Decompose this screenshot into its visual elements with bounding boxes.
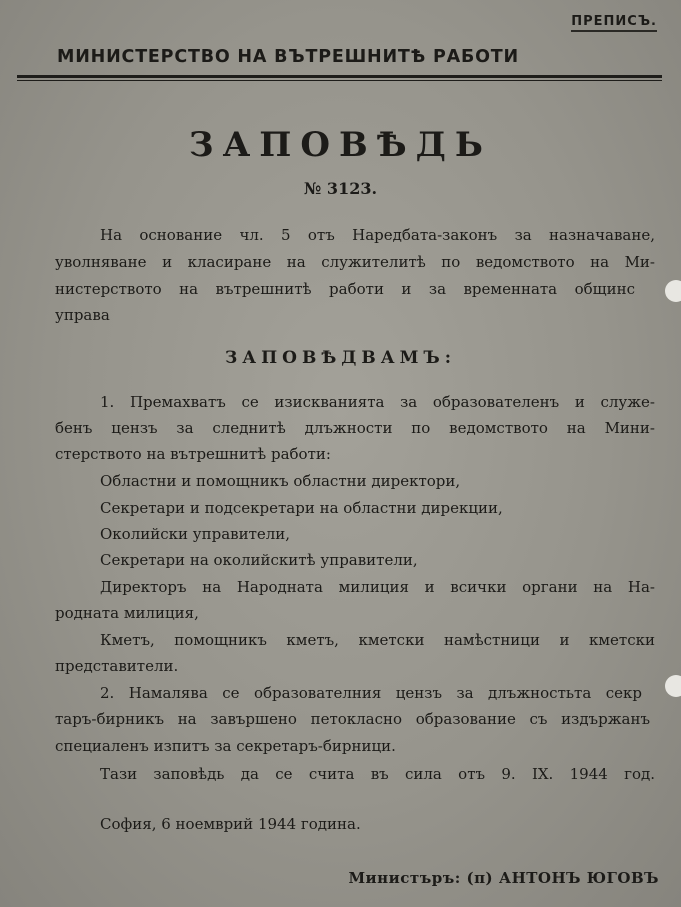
ministry-header: МИНИСТЕРСТВО НА ВЪТРЕШНИТѢ РАБОТИ [57,47,519,67]
copy-mark: ПРЕПИСЪ. [571,14,657,32]
effective-date-line: Тази заповѣдь да се счита въ сила отъ 9. IX. 1944 год. [100,765,655,783]
position-line: Кметъ, помощникъ кметъ, кметски намѣстници и кметски [100,631,655,649]
preamble-line: нистерството на вътрешнитѣ работи и за временната общинс [55,280,635,298]
signature-line: Министъръ: (п) АНТОНЪ ЮГОВЪ [348,869,659,887]
item2-line: таръ-бирникъ на завършено петокласно образование съ издържанъ [55,710,650,728]
position-line: родната милиция, [55,604,199,622]
item1-line: бенъ цензъ за следнитѣ длъжности по ведомството на Мини- [55,419,655,437]
order-heading: ЗАПОВѢДВАМЪ: [225,348,456,368]
document-number: № 3123. [303,179,378,198]
header-rule-thick [17,75,662,78]
position-line: Околийски управители, [100,525,291,543]
position-line: Секретари на околийскитѣ управители, [100,551,418,569]
punch-hole [665,675,681,697]
position-line: представители. [55,657,179,675]
position-line: Директоръ на Народната милиция и всички органи на На- [100,578,655,596]
issue-date: София, 6 ноемврий 1944 година. [100,815,361,833]
position-line: Областни и помощникъ областни директори, [100,472,461,490]
punch-hole [665,280,681,302]
document-title: ЗАПОВѢДЬ [189,125,492,165]
header-rule-thin [17,80,662,81]
preamble-line: управа [55,306,110,324]
position-line: Секретари и подсекретари на областни дирекции, [100,499,503,517]
item1-line: 1. Премахватъ се изискванията за образователенъ и служе- [100,393,655,411]
preamble-line: На основание чл. 5 отъ Наредбата-законъ за назначаване, [100,226,655,244]
item1-line: стерството на вътрешнитѣ работи: [55,445,331,463]
item2-line: специаленъ изпитъ за секретаръ-бирници. [55,737,396,755]
item2-line: 2. Намалява се образователния цензъ за длъжностьта секр [100,684,642,702]
preamble-line: уволняване и класиране на служителитѣ по ведомството на Ми- [55,253,655,271]
